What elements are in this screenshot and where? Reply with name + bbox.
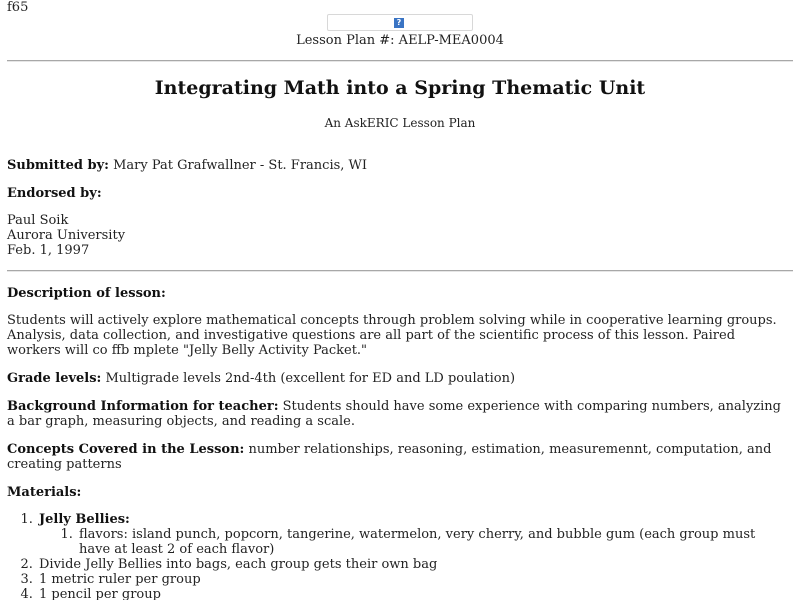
divider (7, 60, 793, 62)
page-id: f65 (7, 0, 29, 15)
list-item: 4. 1 pencil per group (37, 587, 787, 600)
endorser-institution: Aurora University (7, 228, 126, 243)
endorser-info (7, 213, 793, 258)
grade-levels-label: Grade levels: (7, 371, 102, 386)
concepts-covered-label: Concepts Covered in the Lesson: (7, 442, 245, 457)
endorsed-date: Feb. 1, 1997 (7, 243, 90, 258)
materials-label: Materials: (7, 485, 82, 500)
materials-list (0, 512, 787, 600)
concepts-covered-value: number relationships, reasoning, estimation, measuremennt, computation, and creating patterns (7, 442, 772, 472)
list-item (37, 512, 787, 557)
background-info-value: Students should have some experience with comparing numbers, analyzing a bar graph, measuring objects, and reading a scale. (7, 399, 781, 429)
list-item: 3. 1 metric ruler per group (37, 572, 787, 587)
lesson-plan-number: Lesson Plan #: AELP-MEA0004 (296, 33, 504, 48)
grade-levels-value: Multigrade levels 2nd-4th (excellent for ED and LD poulation) (101, 371, 516, 386)
background-info-label: Background Information for teacher: (7, 399, 279, 414)
submitted-by-value: Mary Pat Grafwallner - St. Francis, WI (108, 158, 368, 173)
help-icon[interactable]: ? (394, 18, 404, 28)
background-info (7, 399, 787, 429)
search-box[interactable] (327, 14, 473, 31)
submitted-by (7, 158, 793, 173)
endorser-name: Paul Soik (7, 213, 69, 228)
list-item: 2. Divide Jelly Bellies into bags, each group gets their own bag (37, 557, 787, 572)
flavors-sublist (39, 527, 787, 557)
grade-levels (7, 371, 793, 386)
concepts-covered (7, 442, 777, 472)
page-subtitle: An AskERIC Lesson Plan (324, 116, 476, 130)
submitted-by-label: Submitted by: (7, 158, 109, 173)
jelly-bellies-label: Jelly Bellies: (39, 512, 130, 527)
description-label: Description of lesson: (7, 286, 166, 301)
endorsed-by-label: Endorsed by: (7, 186, 102, 201)
description-text: Students will actively explore mathematical concepts through problem solving while in cooperative learning groups. Analysis, data collection, and investigative questions are all part of the scientific process of this lesson. Paired workers will co ffb mplete "Jelly Belly Activity Packet." (7, 313, 777, 358)
page-title: Integrating Math into a Spring Thematic Unit (154, 77, 646, 99)
list-item: 1. flavors: island punch, popcorn, tangerine, watermelon, very cherry, and bubble gum (each group must have at least 2 of each flavor) (77, 527, 787, 557)
divider (7, 270, 793, 272)
